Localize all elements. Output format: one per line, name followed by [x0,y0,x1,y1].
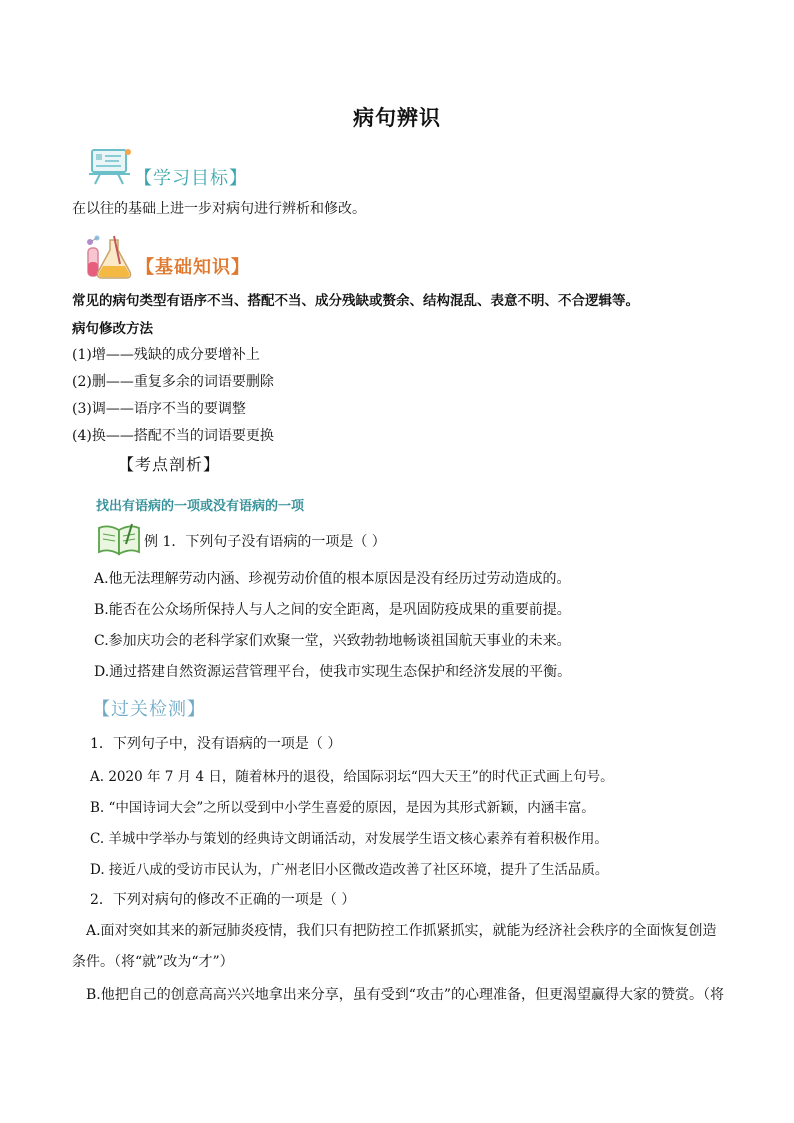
q2-option-a-line1: A.面对突如其来的新冠肺炎疫情，我们只有把防控工作抓紧抓实，就能为经济社会秩序的全面恢复创造 [86,923,717,939]
q2-option-a-line2: 条件。（将“就”改为“才”） [72,954,234,970]
example-option-c: C.参加庆功会的老科学家们欢聚一堂，兴致勃勃地畅谈祖国航天事业的未来。 [94,633,571,649]
page-title: 病句辨识 [353,105,441,130]
q2-option-b-line1: B.他把自己的创意高高兴兴地拿出来分享，虽有受到“攻击”的心理准备，但更渴望赢得大家的赞赏。（将 [86,987,725,1003]
q1-option-a: A. 2020 年 7 月 4 日，随着林丹的退役，给国际羽坛“四大天王”的时代正式画上句号。 [90,769,614,785]
section-heading-learning-goals: 【学习目标】 [134,168,248,189]
lab-flask-icon [84,234,134,280]
method-item: (4)换——搭配不当的词语要更换 [72,428,274,444]
q1-option-b: B. “中国诗词大会”之所以受到中小学生喜爱的原因，是因为其形式新颖，内涵丰富。 [90,800,595,816]
section-heading-checkpoint-test: 【过关检测】 [92,699,206,720]
exam-analysis-subheading: 找出有语病的一项或没有语病的一项 [96,499,305,514]
q1-stem: 1．下列句子中，没有语病的一项是（ ） [90,736,342,752]
methods-title: 病句修改方法 [72,321,153,337]
example-option-b: B.能否在公众场所保持人与人之间的安全距离，是巩固防疫成果的重要前提。 [94,602,571,618]
section-heading-exam-analysis: 【考点剖析】 [118,455,221,474]
method-item: (3)调——语序不当的要调整 [72,401,246,417]
method-item: (1)增——残缺的成分要增补上 [72,347,260,363]
example-option-a: A.他无法理解劳动内涵、珍视劳动价值的根本原因是没有经历过劳动造成的。 [94,571,571,587]
q1-option-d: D. 接近八成的受访市民认为，广州老旧小区微改造改善了社区环境，提升了生活品质。 [90,862,609,878]
learning-goals-text: 在以往的基础上进一步对病句进行辨析和修改。 [72,201,366,217]
q2-stem: 2．下列对病句的修改不正确的一项是（ ） [90,892,356,908]
example-question-stem: 例 1．下列句子没有语病的一项是（ ） [144,534,386,550]
presentation-board-icon [86,146,134,186]
open-book-icon [96,522,142,556]
basic-knowledge-summary: 常见的病句类型有语序不当、搭配不当、成分残缺或赘余、结构混乱、表意不明、不合逻辑等。 [72,293,639,309]
q1-option-c: C. 羊城中学举办与策划的经典诗文朗诵活动，对发展学生语文核心素养有着积极作用。 [90,831,608,847]
method-item: (2)删——重复多余的词语要删除 [72,374,274,390]
section-heading-basic-knowledge: 【基础知识】 [136,257,250,278]
example-option-d: D.通过搭建自然资源运营管理平台，使我市实现生态保护和经济发展的平衡。 [94,664,572,680]
